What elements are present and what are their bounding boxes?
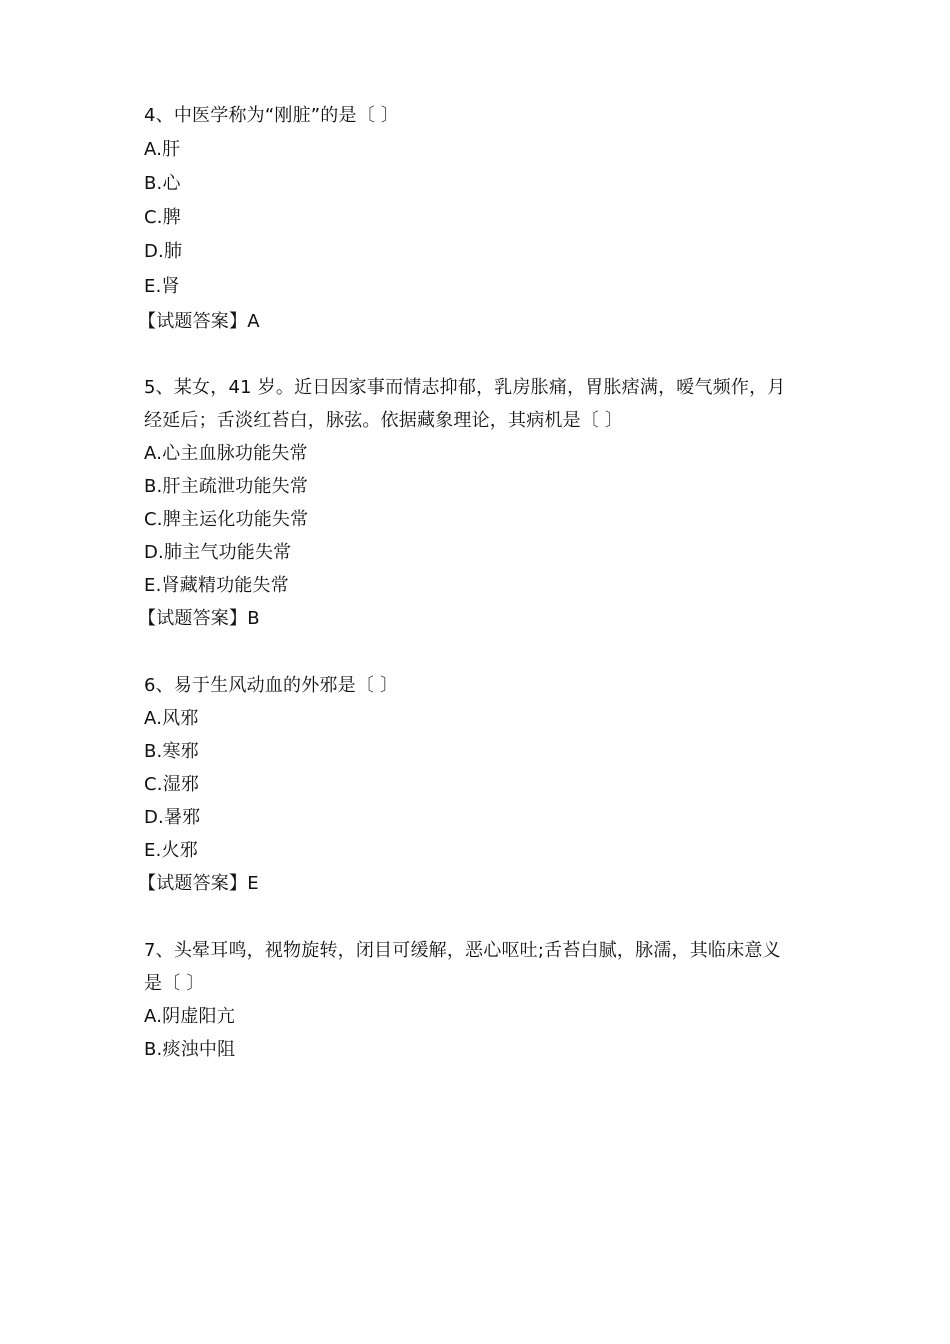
question-4-answer: 【试题答案】A bbox=[138, 311, 260, 332]
question-4-option-a: A.肝 bbox=[144, 139, 181, 160]
question-6-option-d: D.暑邪 bbox=[144, 807, 201, 828]
question-6-stem: 6、易于生风动血的外邪是〔 〕 bbox=[144, 675, 399, 696]
question-6-option-b: B.寒邪 bbox=[144, 741, 199, 762]
question-5-option-d: D.肺主气功能失常 bbox=[144, 542, 292, 563]
question-7-stem-line-2: 是〔 〕 bbox=[144, 973, 205, 994]
question-5-option-c: C.脾主运化功能失常 bbox=[144, 509, 309, 530]
question-7-option-b: B.痰浊中阻 bbox=[144, 1039, 236, 1060]
question-5-option-b: B.肝主疏泄功能失常 bbox=[144, 476, 309, 497]
question-4-option-d: D.肺 bbox=[144, 241, 183, 262]
question-6-option-e: E.火邪 bbox=[144, 840, 198, 861]
question-4-stem: 4、中医学称为“刚脏”的是〔 〕 bbox=[144, 105, 400, 126]
question-4-option-c: C.脾 bbox=[144, 207, 181, 228]
question-4-option-e: E.肾 bbox=[144, 276, 180, 297]
question-6-option-a: A.风邪 bbox=[144, 708, 199, 729]
question-7-stem-line-1: 7、头晕耳鸣，视物旋转，闭目可缓解，恶心呕吐;舌苔白腻，脉濡，其临床意义 bbox=[144, 940, 781, 961]
question-4-option-b: B.心 bbox=[144, 173, 181, 194]
question-7-option-a: A.阴虚阳亢 bbox=[144, 1006, 235, 1027]
question-5-stem-line-2: 经延后；舌淡红苔白，脉弦。依据藏象理论，其病机是〔 〕 bbox=[144, 410, 624, 431]
question-6-option-c: C.湿邪 bbox=[144, 774, 200, 795]
question-5-option-a: A.心主血脉功能失常 bbox=[144, 443, 308, 464]
question-5-answer: 【试题答案】B bbox=[138, 608, 260, 629]
question-5-option-e: E.肾藏精功能失常 bbox=[144, 575, 289, 596]
question-6-answer: 【试题答案】E bbox=[138, 873, 259, 894]
question-5-stem-line-1: 5、某女，41 岁。近日因家事而情志抑郁，乳房胀痛，胃胀痞满，嗳气频作，月 bbox=[144, 377, 786, 398]
